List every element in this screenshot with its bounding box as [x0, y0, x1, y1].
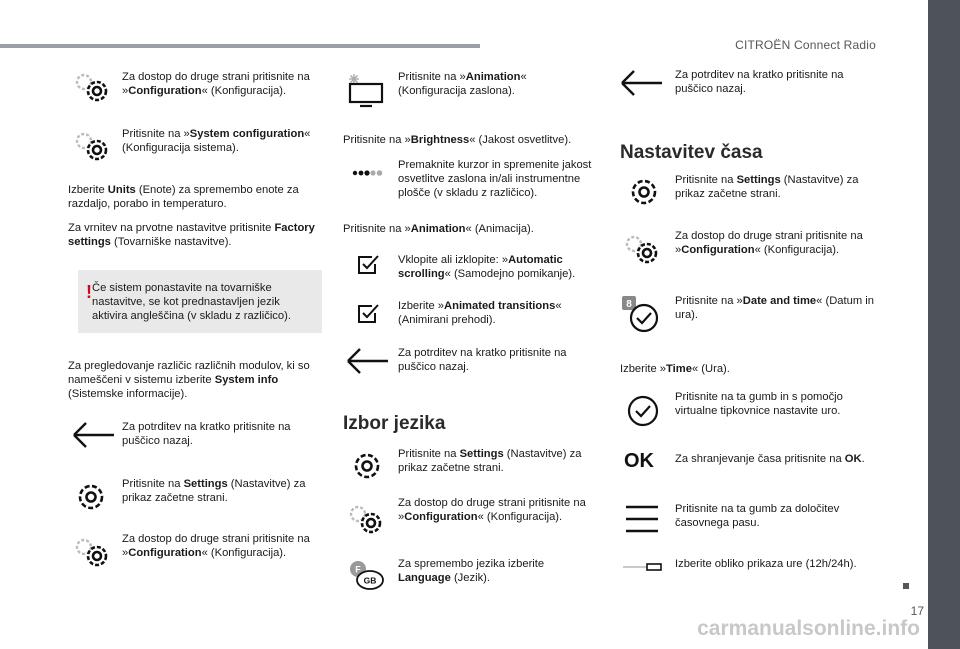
animation-config-text: Pritisnite na »Animation« (Konfiguracija zaslona).	[398, 71, 527, 97]
checkbox-checked-icon	[356, 302, 380, 324]
set-time-text: Pritisnite na ta gumb in s pomočjo virtualne tipkovnice nastavite uro.	[675, 391, 843, 417]
section-heading-time: Nastavitev časa	[620, 142, 763, 163]
gears-icon	[622, 230, 662, 268]
step-configuration: Za dostop do druge strani pritisnite na »Configuration« (Konfiguracija).	[122, 71, 310, 97]
gears-icon	[346, 500, 386, 538]
brightness-text: Pritisnite na »Brightness« (Jakost osvetlitve).	[343, 134, 572, 146]
back-arrow-icon	[346, 346, 390, 376]
settings-gear-icon	[74, 480, 108, 514]
settings-gear-icon	[627, 175, 661, 209]
page-number: 17	[910, 604, 924, 618]
flag-f-label: F	[355, 564, 361, 575]
watermark: carmanualsonline.info	[697, 617, 920, 640]
config-text: Za dostop do druge strani pritisnite na »Configuration« (Konfiguracija).	[398, 497, 586, 523]
step-system-configuration: Pritisnite na »System configuration« (Konfiguracija sistema).	[122, 128, 311, 154]
time-text: Izberite »Time« (Ura).	[620, 363, 730, 375]
checkbox-checked-icon	[356, 253, 380, 275]
ok-icon: OK	[624, 450, 654, 472]
config-text: Za dostop do druge strani pritisnite na »Configuration« (Konfiguracija).	[122, 533, 310, 559]
settings-gear-icon	[350, 449, 384, 483]
timezone-text: Pritisnite na ta gumb za določitev časovnega pasu.	[675, 503, 840, 529]
gears-icon	[72, 68, 112, 106]
format-text: Izberite obliko prikaza ure (12h/24h).	[675, 558, 857, 570]
section-heading-language: Izbor jezika	[343, 413, 446, 434]
transitions-text: Izberite »Animated transitions« (Animirani prehodi).	[398, 300, 562, 326]
language-text: Za spremembo jezika izberite Language (Jezik).	[398, 558, 545, 584]
list-menu-icon	[624, 504, 660, 534]
settings-text: Pritisnite na Settings (Nastavitve) za prikaz začetne strani.	[398, 448, 582, 474]
page-marker	[903, 583, 909, 589]
back-text: Za potrditev na kratko pritisnite na puščico nazaj.	[122, 421, 291, 447]
gears-icon	[72, 533, 112, 571]
units-text: Izberite Units (Enote) za spremembo enote za razdaljo, porabo in temperaturo.	[68, 184, 299, 210]
toggle-switch-icon	[621, 562, 663, 572]
flag-gb-label: GB	[363, 575, 377, 586]
warning-icon: !	[86, 282, 92, 302]
date-time-text: Pritisnite na »Date and time« (Datum in ura).	[675, 295, 874, 321]
side-band	[928, 0, 960, 649]
back-arrow-icon	[72, 420, 116, 450]
brightness-slider-icon	[352, 168, 384, 178]
gears-icon	[72, 127, 112, 165]
check-circle-icon	[626, 394, 660, 428]
back-arrow-icon	[620, 68, 664, 98]
settings-text: Pritisnite na Settings (Nastavitve) za prikaz začetne strani.	[675, 174, 859, 200]
slider-text: Premaknite kurzor in spremenite jakost osvetlitve zaslona in/ali instrumentne plošče (v skladu z različico).	[398, 159, 592, 199]
brand-title: CITROËN Connect Radio	[735, 38, 876, 52]
display-brightness-icon	[346, 72, 386, 108]
system-info-text: Za pregledovanje različic različnih modulov, ki so nameščeni v sistemu izberite System info (Sistemske informacije).	[68, 360, 310, 400]
settings-text: Pritisnite na Settings (Nastavitve) za prikaz začetne strani.	[122, 478, 306, 504]
language-flag-icon	[348, 560, 388, 592]
step-badge: 8	[626, 299, 632, 310]
config-text: Za dostop do druge strani pritisnite na »Configuration« (Konfiguracija).	[675, 230, 863, 256]
warning-note	[78, 270, 322, 333]
warning-text: Če sistem ponastavite na tovarniške nastavitve, se kot prednastavljen jezik aktivira angleščina (v skladu z različico).	[92, 282, 291, 322]
ok-text: Za shranjevanje časa pritisnite na OK.	[675, 453, 865, 465]
factory-text: Za vrnitev na prvotne nastavitve pritisnite Factory settings (Tovarniške nastavitve).	[68, 222, 315, 248]
animation-text: Pritisnite na »Animation« (Animacija).	[343, 223, 534, 235]
back-text: Za potrditev na kratko pritisnite na puščico nazaj.	[398, 347, 567, 373]
header-rule	[0, 44, 480, 48]
clock-icon	[622, 296, 662, 336]
back-text: Za potrditev na kratko pritisnite na puščico nazaj.	[675, 69, 844, 95]
autoscroll-text: Vklopite ali izklopite: »Automatic scrolling« (Samodejno pomikanje).	[398, 254, 576, 280]
